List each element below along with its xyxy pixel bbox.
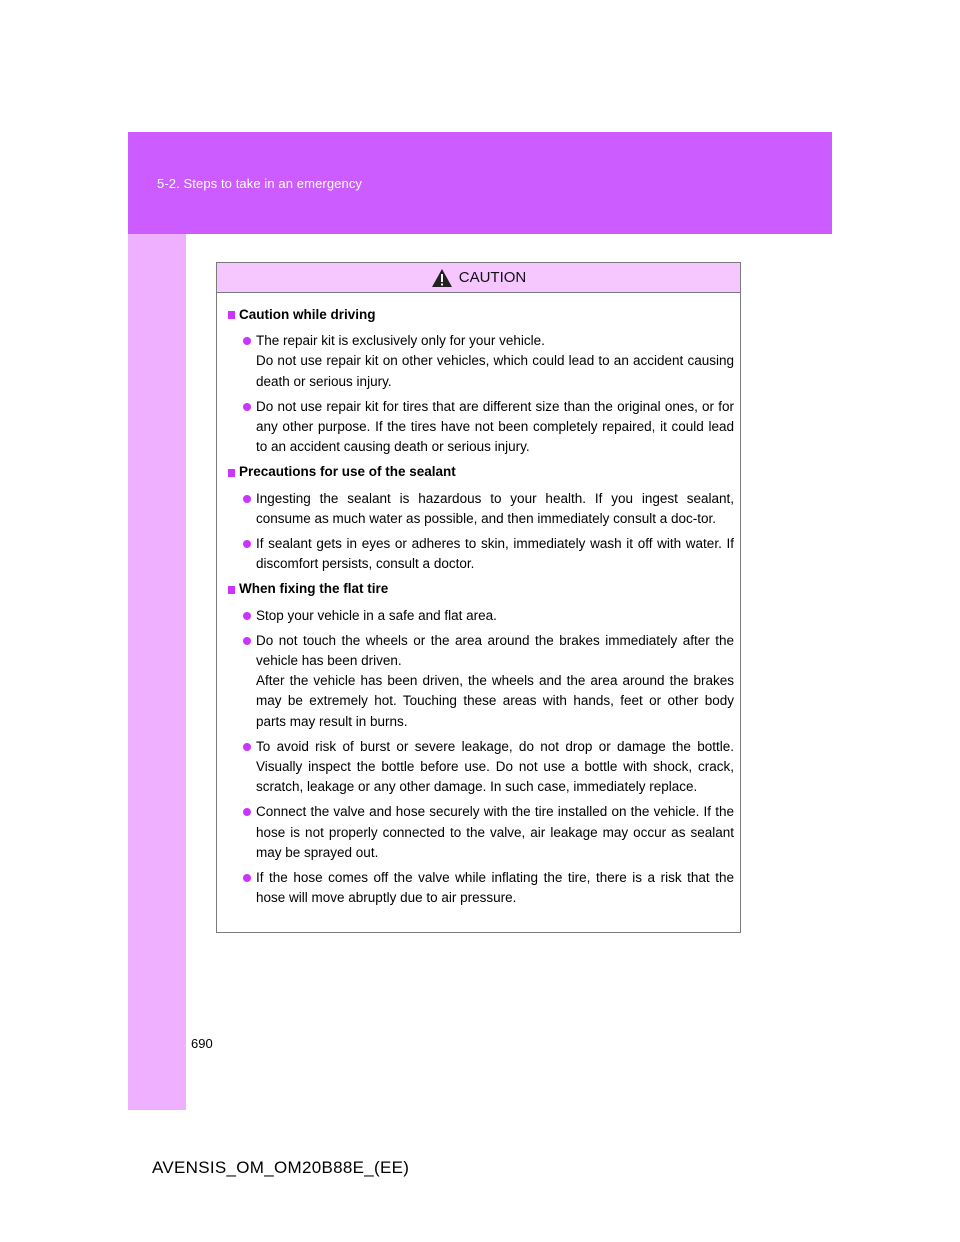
- dot-bullet-icon: [243, 612, 251, 620]
- caution-section: [225, 305, 734, 457]
- item-text: Stop your vehicle in a safe and flat area.: [256, 607, 497, 623]
- item-text: Connect the valve and hose securely with the tire installed on the vehicle. If the hose is not properly connected to the valve, air leakage may occur as sealant may be sprayed out.: [256, 804, 734, 860]
- list-item: [243, 868, 734, 908]
- square-bullet-icon: [228, 311, 235, 319]
- list-item: [243, 489, 734, 529]
- section-heading: Caution while driving: [225, 305, 734, 325]
- section-title: 5-2. Steps to take in an emergency: [157, 176, 363, 191]
- section-heading: When fixing the flat tire: [225, 579, 734, 599]
- item-text: Do not use repair kit on other vehicles, which could lead to an accident causing death or serious injury.: [256, 353, 734, 389]
- item-text: Do not touch the wheels or the area around the brakes immediately after the vehicle has been driven.: [256, 632, 734, 669]
- footer-code: AVENSIS_OM_OM20B88E_(EE): [152, 1158, 410, 1177]
- page-number: 690: [191, 1036, 213, 1051]
- dot-bullet-icon: [243, 403, 251, 411]
- caution-body: [217, 293, 740, 908]
- dot-bullet-icon: [243, 540, 251, 548]
- list-item: [243, 534, 734, 574]
- dot-bullet-icon: [243, 337, 251, 345]
- caution-title: CAUTION: [458, 269, 527, 286]
- caution-section: [225, 579, 734, 908]
- item-text: Ingesting the sealant is hazardous to your health. If you ingest sealant, consume as much water as possible, and then immediately consult a doc-tor.: [256, 490, 734, 526]
- caution-header: [217, 263, 740, 293]
- item-text: After the vehicle has been driven, the wheels and the area around the brakes may be extremely hot. Touching these areas with hands, feet or other body parts may result in burns.: [256, 673, 734, 729]
- item-text: To avoid risk of burst or severe leakage, do not drop or damage the bottle. Visually inspect the bottle before use. Do not use a bottle with shock, crack, scratch, leakage or any other damage. In such case, immediately replace.: [256, 738, 734, 795]
- caution-box: [216, 262, 741, 933]
- dot-bullet-icon: [243, 637, 251, 645]
- list-item: [243, 397, 734, 458]
- square-bullet-icon: [228, 586, 235, 594]
- list-item: [243, 631, 734, 732]
- dot-bullet-icon: [243, 808, 251, 816]
- list-item: [243, 802, 734, 863]
- list-item: [243, 606, 734, 626]
- list-item: [243, 331, 734, 392]
- dot-bullet-icon: [243, 874, 251, 882]
- warning-triangle-icon: [431, 268, 453, 288]
- list-item: [243, 737, 734, 798]
- section-heading: Precautions for use of the sealant: [225, 462, 734, 482]
- square-bullet-icon: [228, 469, 235, 477]
- item-text: If sealant gets in eyes or adheres to skin, immediately wash it off with water. If discomfort persists, consult a doctor.: [256, 536, 734, 572]
- item-text: Do not use repair kit for tires that are different size than the original ones, or for any other purpose. If the tires have not been completely repaired, it could lead to an accident causing death or serious injury.: [256, 398, 734, 455]
- caution-section: [225, 462, 734, 574]
- item-text: If the hose comes off the valve while inflating the tire, there is a risk that the hose will move abruptly due to air pressure.: [256, 870, 734, 906]
- dot-bullet-icon: [243, 743, 251, 751]
- side-strip: [128, 234, 186, 1110]
- dot-bullet-icon: [243, 495, 251, 503]
- item-text: The repair kit is exclusively only for your vehicle.: [256, 333, 545, 349]
